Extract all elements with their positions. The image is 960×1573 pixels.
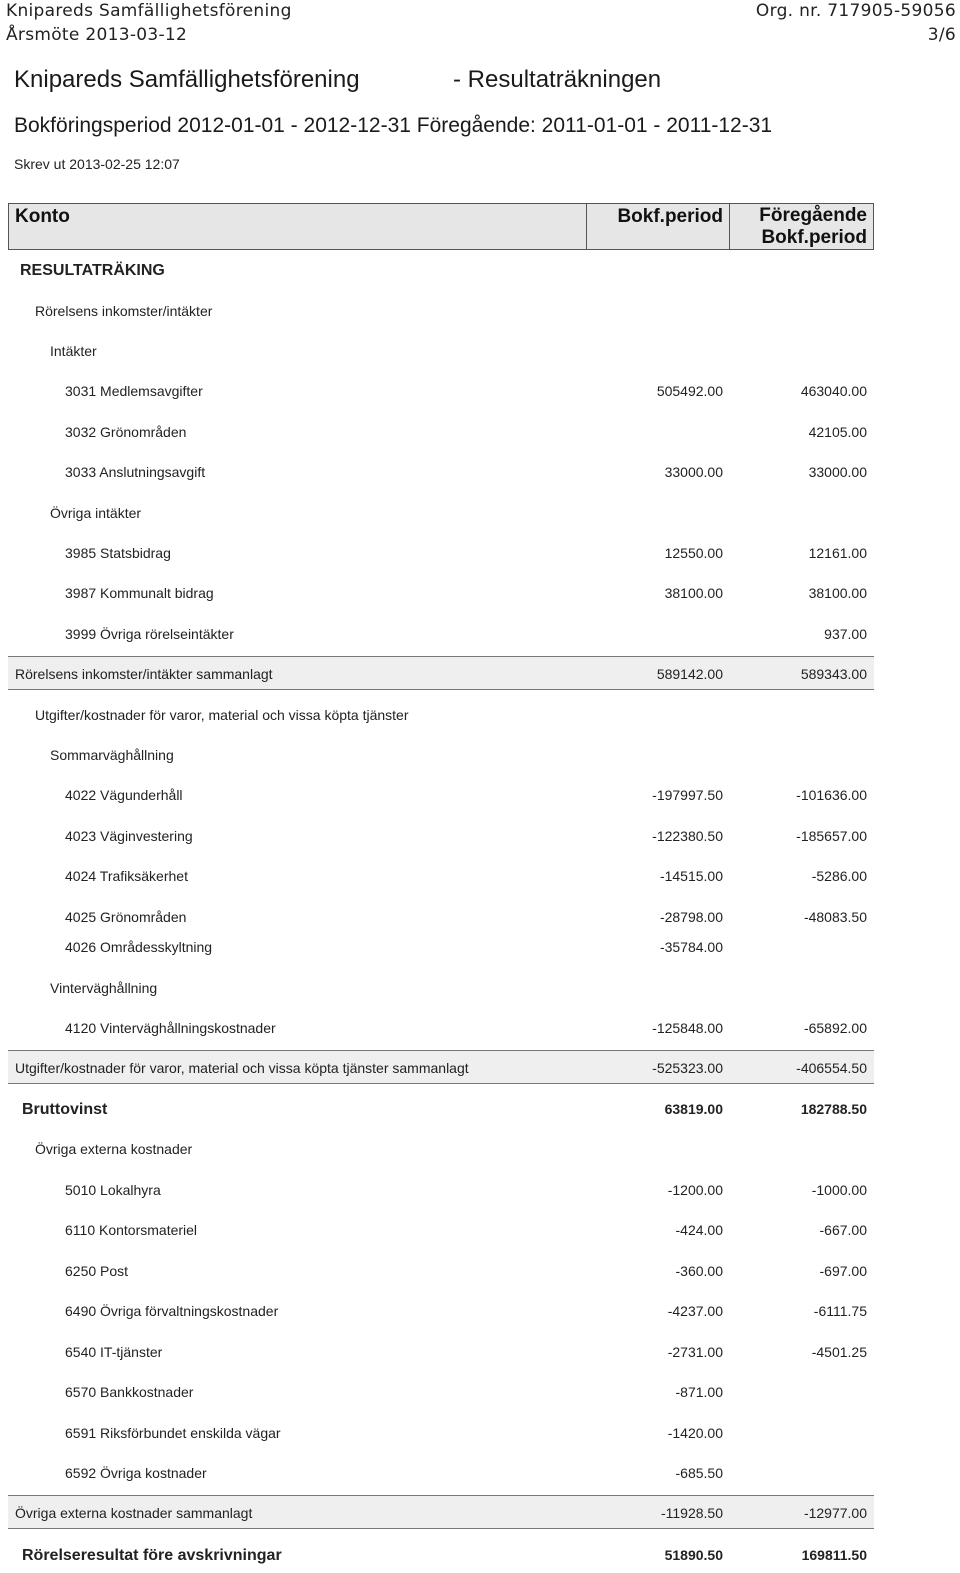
row-label: 4023 Väginvestering bbox=[65, 828, 193, 844]
account-row bbox=[8, 378, 874, 404]
header-page-number: 3/6 bbox=[927, 25, 956, 45]
row-label: 6592 Övriga kostnader bbox=[65, 1465, 207, 1481]
row-label: 4022 Vägunderhåll bbox=[65, 787, 183, 803]
account-row bbox=[8, 1298, 874, 1324]
row-label: 4120 Vinterväghållningskostnader bbox=[65, 1020, 276, 1036]
current-period-amount: 63819.00 bbox=[664, 1101, 723, 1117]
row-label: Rörelseresultat före avskrivningar bbox=[22, 1547, 282, 1564]
row-label: 6540 IT-tjänster bbox=[65, 1344, 163, 1360]
account-row bbox=[8, 419, 874, 445]
account-row bbox=[8, 782, 874, 808]
current-period-amount: 589142.00 bbox=[656, 666, 723, 682]
previous-period-amount: -101636.00 bbox=[796, 787, 867, 803]
previous-period-amount: -1000.00 bbox=[811, 1182, 867, 1198]
header-org-name: Knipareds Samfällighetsförening bbox=[6, 1, 292, 21]
current-period-amount: -122380.50 bbox=[652, 828, 723, 844]
row-label: Övriga externa kostnader sammanlagt bbox=[15, 1505, 253, 1521]
section-row bbox=[8, 975, 874, 1001]
account-row bbox=[8, 1177, 874, 1203]
row-label: Vinterväghållning bbox=[50, 980, 158, 996]
document-title: Knipareds Samfällighetsförening bbox=[14, 66, 360, 93]
printed-timestamp: Skrev ut 2013-02-25 12:07 bbox=[14, 156, 180, 172]
account-row bbox=[8, 1339, 874, 1365]
current-period-amount: -1200.00 bbox=[667, 1182, 723, 1198]
previous-period-amount: 589343.00 bbox=[800, 666, 867, 682]
account-row bbox=[8, 1217, 874, 1243]
account-row bbox=[8, 1258, 874, 1284]
section-row bbox=[8, 338, 874, 364]
account-row bbox=[8, 459, 874, 485]
current-period-amount: -871.00 bbox=[675, 1384, 723, 1400]
current-period-amount: -14515.00 bbox=[659, 868, 723, 884]
account-row bbox=[8, 823, 874, 849]
header-meeting-date: Årsmöte 2013-03-12 bbox=[6, 25, 188, 45]
account-row bbox=[8, 621, 874, 647]
previous-period-amount: -4501.25 bbox=[811, 1344, 867, 1360]
previous-period-amount: 12161.00 bbox=[808, 545, 867, 561]
current-period-amount: 12550.00 bbox=[664, 545, 723, 561]
previous-period-amount: -185657.00 bbox=[796, 828, 867, 844]
previous-period-amount: 463040.00 bbox=[800, 383, 867, 399]
row-label: Utgifter/kostnader för varor, material och vissa köpta tjänster sammanlagt bbox=[15, 1060, 469, 1076]
column-header-previous-period bbox=[759, 205, 867, 249]
current-period-amount: -35784.00 bbox=[659, 939, 723, 955]
previous-period-amount: 182788.50 bbox=[800, 1101, 867, 1117]
account-row bbox=[8, 540, 874, 566]
current-period-amount: -125848.00 bbox=[652, 1020, 723, 1036]
account-row bbox=[8, 1379, 874, 1405]
subtotal-row bbox=[8, 1495, 874, 1529]
account-row bbox=[8, 1420, 874, 1446]
current-period-amount: -424.00 bbox=[675, 1222, 723, 1238]
row-label: 6570 Bankkostnader bbox=[65, 1384, 194, 1400]
account-row bbox=[8, 1460, 874, 1486]
header-org-number: Org. nr. 717905-59056 bbox=[755, 1, 956, 21]
row-label: RESULTATRÄKING bbox=[20, 262, 165, 279]
section-row bbox=[8, 257, 874, 283]
current-period-amount: -360.00 bbox=[675, 1263, 723, 1279]
current-period-amount: -525323.00 bbox=[652, 1060, 723, 1076]
row-label: 5010 Lokalhyra bbox=[65, 1182, 161, 1198]
row-label: 4024 Trafiksäkerhet bbox=[65, 868, 188, 884]
column-header-previous-line1: Föregående bbox=[759, 205, 867, 226]
account-row bbox=[8, 1015, 874, 1041]
row-label: 3987 Kommunalt bidrag bbox=[65, 585, 214, 601]
row-label: 3032 Grönområden bbox=[65, 424, 187, 440]
account-row bbox=[8, 580, 874, 606]
row-label: Rörelsens inkomster/intäkter bbox=[35, 303, 213, 319]
accounting-period: Bokföringsperiod 2012-01-01 - 2012-12-31 Föregående: 2011-01-01 - 2011-12-31 bbox=[14, 114, 773, 137]
subtotal-row bbox=[8, 656, 874, 690]
previous-period-amount: -12977.00 bbox=[803, 1505, 867, 1521]
section-row bbox=[8, 298, 874, 324]
row-label: 3031 Medlemsavgifter bbox=[65, 383, 203, 399]
section-row bbox=[8, 1136, 874, 1162]
column-header-bokf-period: Bokf.period bbox=[617, 206, 723, 227]
section-row bbox=[8, 742, 874, 768]
row-label: Rörelsens inkomster/intäkter sammanlagt bbox=[15, 666, 273, 682]
row-label: 3985 Statsbidrag bbox=[65, 545, 171, 561]
current-period-amount: 51890.50 bbox=[664, 1547, 723, 1563]
row-label: Utgifter/kostnader för varor, material och vissa köpta tjänster bbox=[35, 707, 409, 723]
row-label: 4026 Områdesskyltning bbox=[65, 939, 213, 955]
section-row bbox=[8, 500, 874, 526]
column-header bbox=[8, 203, 874, 250]
section-row bbox=[8, 702, 874, 728]
row-label: Bruttovinst bbox=[22, 1101, 108, 1118]
current-period-amount: 505492.00 bbox=[656, 383, 723, 399]
current-period-amount: -2731.00 bbox=[667, 1344, 723, 1360]
row-label: Intäkter bbox=[50, 343, 97, 359]
column-divider bbox=[586, 204, 587, 249]
current-period-amount: -685.50 bbox=[675, 1465, 723, 1481]
row-label: Övriga externa kostnader bbox=[35, 1141, 193, 1157]
previous-period-amount: -667.00 bbox=[819, 1222, 867, 1238]
previous-period-amount: -48083.50 bbox=[803, 909, 867, 925]
document-subtitle: - Resultaträkningen bbox=[453, 66, 662, 93]
row-label: 6110 Kontorsmateriel bbox=[65, 1222, 198, 1238]
row-label: Sommarväghållning bbox=[50, 747, 174, 763]
account-row bbox=[8, 904, 874, 930]
row-label: 4025 Grönområden bbox=[65, 909, 187, 925]
row-label: Övriga intäkter bbox=[50, 505, 142, 521]
previous-period-amount: -6111.75 bbox=[813, 1303, 867, 1319]
subtotal-row bbox=[8, 1050, 874, 1084]
current-period-amount: -1420.00 bbox=[667, 1425, 723, 1441]
column-header-previous-line2: Bokf.period bbox=[761, 227, 867, 248]
section-row bbox=[8, 1096, 874, 1122]
row-label: 3999 Övriga rörelseintäkter bbox=[65, 626, 234, 642]
current-period-amount: 38100.00 bbox=[664, 585, 723, 601]
row-label: 6250 Post bbox=[65, 1263, 129, 1279]
previous-period-amount: 937.00 bbox=[824, 626, 867, 642]
current-period-amount: -28798.00 bbox=[659, 909, 723, 925]
previous-period-amount: 169811.50 bbox=[801, 1547, 867, 1563]
previous-period-amount: -65892.00 bbox=[803, 1020, 867, 1036]
column-header-konto: Konto bbox=[15, 206, 70, 227]
previous-period-amount: 38100.00 bbox=[808, 585, 867, 601]
row-label: 3033 Anslutningsavgift bbox=[65, 464, 206, 480]
account-row bbox=[8, 934, 874, 960]
previous-period-amount: -5286.00 bbox=[811, 868, 867, 884]
previous-period-amount: -406554.50 bbox=[796, 1060, 867, 1076]
previous-period-amount: 33000.00 bbox=[808, 464, 867, 480]
column-divider bbox=[729, 204, 730, 249]
previous-period-amount: -697.00 bbox=[819, 1263, 867, 1279]
current-period-amount: -197997.50 bbox=[652, 787, 723, 803]
account-row bbox=[8, 863, 874, 889]
current-period-amount: 33000.00 bbox=[664, 464, 723, 480]
previous-period-amount: 42105.00 bbox=[808, 424, 867, 440]
section-row bbox=[8, 1542, 874, 1568]
current-period-amount: -4237.00 bbox=[667, 1303, 723, 1319]
row-label: 6591 Riksförbundet enskilda vägar bbox=[65, 1425, 281, 1441]
row-label: 6490 Övriga förvaltningskostnader bbox=[65, 1303, 279, 1319]
current-period-amount: -11928.50 bbox=[660, 1505, 723, 1521]
